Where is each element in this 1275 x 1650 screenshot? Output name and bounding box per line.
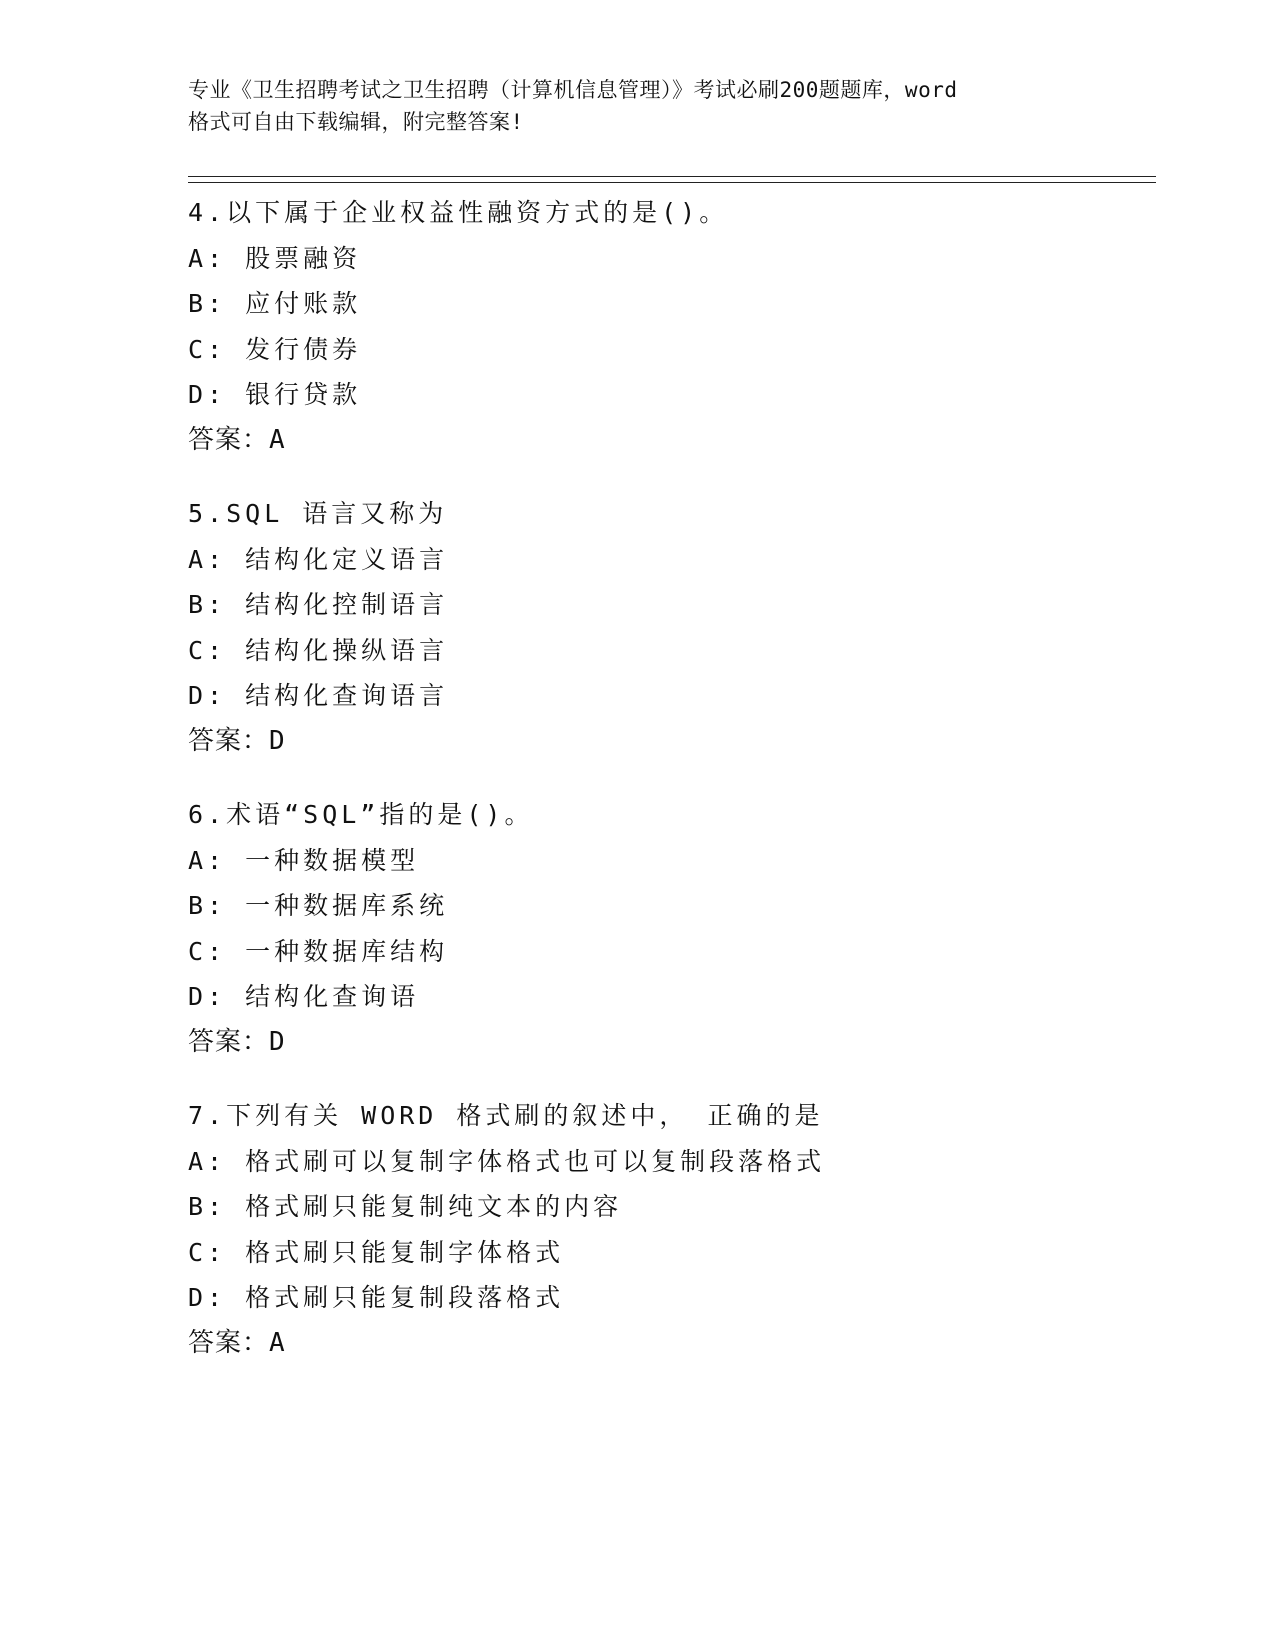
question-block (188, 190, 1156, 463)
option-c: C: 结构化操纵语言 (188, 635, 449, 665)
option-a: A: 格式刷可以复制字体格式也可以复制段落格式 (188, 1146, 826, 1176)
question-stem: 4.以下属于企业权益性融资方式的是()。 (188, 198, 729, 227)
answer-line (188, 719, 1156, 765)
answer-value: D (269, 725, 286, 756)
option-c: C: 格式刷只能复制字体格式 (188, 1237, 565, 1267)
option-d: D: 银行贷款 (188, 380, 362, 409)
question-stem: 5.SQL 语言又称为 (188, 499, 448, 528)
answer-label: 答案： (188, 424, 270, 455)
question-block (188, 792, 1156, 1065)
answer-line (188, 1020, 1156, 1066)
question-stem: 7.下列有关 WORD 格式刷的叙述中， 正确的是 (188, 1101, 824, 1130)
answer-value: D (269, 1026, 286, 1057)
answer-label: 答案： (188, 725, 270, 756)
answer-line (188, 1321, 1156, 1367)
answer-value: A (269, 1327, 286, 1358)
header-divider-top (188, 176, 1156, 177)
option-a: A: 股票融资 (188, 243, 362, 273)
question-block (188, 1093, 1156, 1366)
option-d: D: 结构化查询语言 (188, 681, 449, 710)
answer-label: 答案： (188, 1026, 270, 1057)
option-b: B: 一种数据库系统 (188, 891, 449, 920)
header-line-1: 专业《卫生招聘考试之卫生招聘（计算机信息管理）》考试必刷200题题库，word (188, 78, 958, 102)
question-block (188, 491, 1156, 764)
option-c: C: 发行债券 (188, 334, 362, 364)
question-stem: 6.术语“SQL”指的是()。 (188, 800, 534, 829)
option-b: B: 应付账款 (188, 289, 362, 318)
option-a: A: 结构化定义语言 (188, 544, 449, 574)
option-c: C: 一种数据库结构 (188, 936, 449, 966)
answer-value: A (269, 424, 286, 455)
option-a: A: 一种数据模型 (188, 845, 420, 875)
header-line-2: 格式可自由下载编辑，附完整答案! (188, 110, 524, 134)
document-header (188, 74, 1088, 138)
option-d: D: 结构化查询语 (188, 982, 420, 1011)
option-b: B: 格式刷只能复制纯文本的内容 (188, 1192, 623, 1221)
answer-label: 答案： (188, 1327, 270, 1358)
option-d: D: 格式刷只能复制段落格式 (188, 1283, 565, 1312)
question-list (188, 190, 1156, 1394)
header-divider-bottom (188, 182, 1156, 183)
answer-line (188, 418, 1156, 464)
option-b: B: 结构化控制语言 (188, 590, 449, 619)
